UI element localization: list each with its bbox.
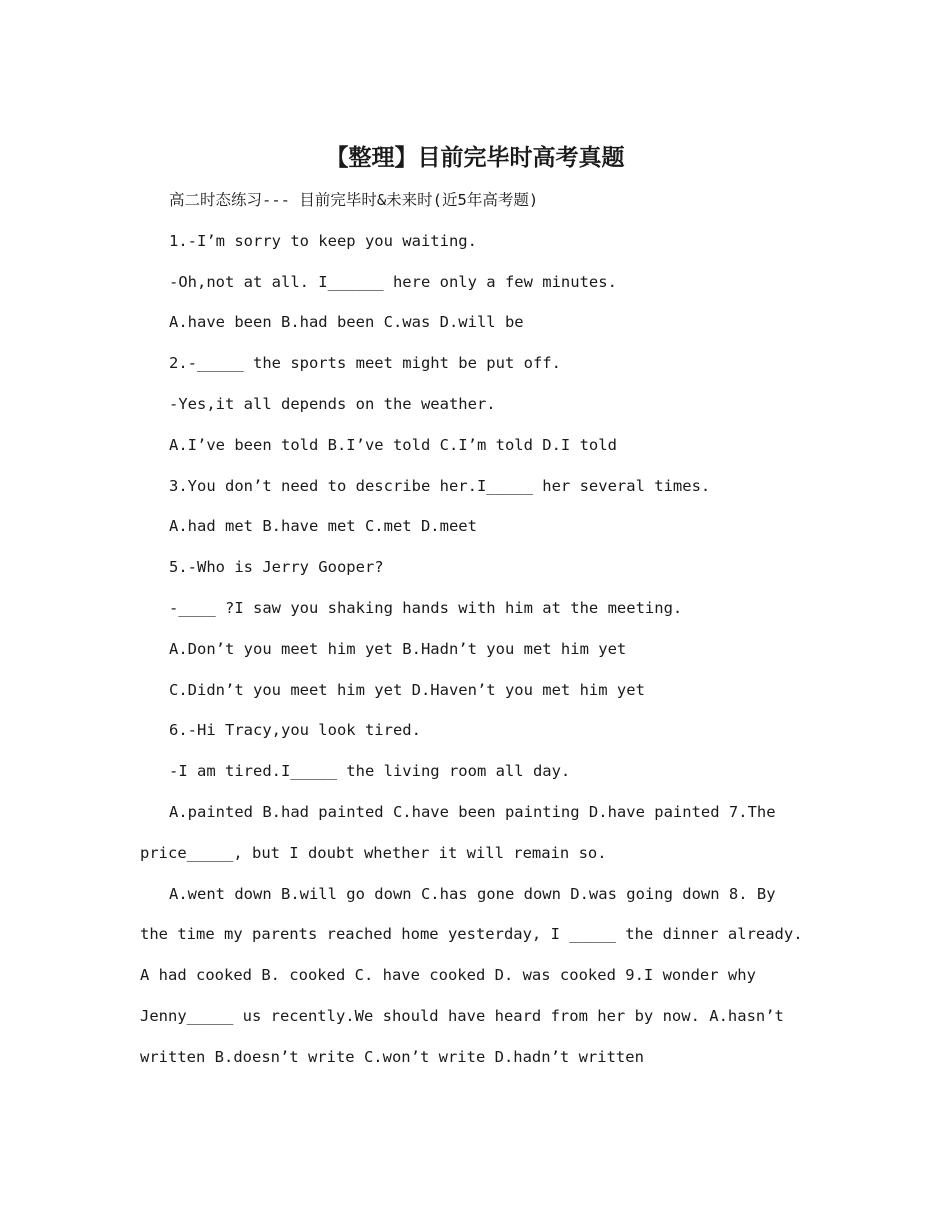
question-6-options: A.painted B.had painted C.have been painting D.have painted 7.The	[169, 802, 776, 821]
document-title: 【整理】目前完毕时高考真题	[325, 144, 625, 171]
question-1-response: -Oh,not at all. I______ here only a few minutes.	[169, 272, 617, 291]
question-5-response: -____ ?I saw you shaking hands with him at the meeting.	[169, 598, 683, 617]
question-7-prompt: price_____, but I doubt whether it will remain so.	[140, 843, 607, 862]
section-heading: 高二时态练习--- 目前完毕时&未来时(近5年高考题)	[169, 191, 539, 209]
question-7-options: A.went down B.will go down C.has gone down D.was going down 8. By	[169, 884, 776, 903]
question-2-options: A.I’ve been told B.I’ve told C.I’m told D.I told	[169, 435, 617, 454]
question-9-prompt: Jenny_____ us recently.We should have heard from her by now. A.hasn’t	[140, 1006, 784, 1025]
question-6-prompt: 6.-Hi Tracy,you look tired.	[169, 721, 421, 740]
question-3-options: A.had met B.have met C.met D.meet	[169, 517, 477, 536]
question-8-prompt: the time my parents reached home yesterday, I _____ the dinner already.	[140, 925, 803, 944]
question-9-options: written B.doesn’t write C.won’t write D.hadn’t written	[140, 1047, 644, 1066]
question-6-response: -I am tired.I_____ the living room all day.	[169, 762, 571, 781]
question-2-response: -Yes,it all depends on the weather.	[169, 394, 496, 413]
question-1-prompt: 1.-I’m sorry to keep you waiting.	[169, 231, 477, 250]
document-body	[140, 180, 810, 1078]
question-5-options-ab: A.Don’t you meet him yet B.Hadn’t you met him yet	[169, 639, 627, 658]
question-8-options: A had cooked B. cooked C. have cooked D. was cooked 9.I wonder why	[140, 966, 756, 985]
question-1-options: A.have been B.had been C.was D.will be	[169, 313, 524, 332]
question-5-prompt: 5.-Who is Jerry Gooper?	[169, 558, 384, 577]
question-5-options-cd: C.Didn’t you meet him yet D.Haven’t you met him yet	[169, 680, 645, 699]
question-2-prompt: 2.-_____ the sports meet might be put off.	[169, 354, 561, 373]
question-3-prompt: 3.You don’t need to describe her.I_____ her several times.	[169, 476, 711, 495]
